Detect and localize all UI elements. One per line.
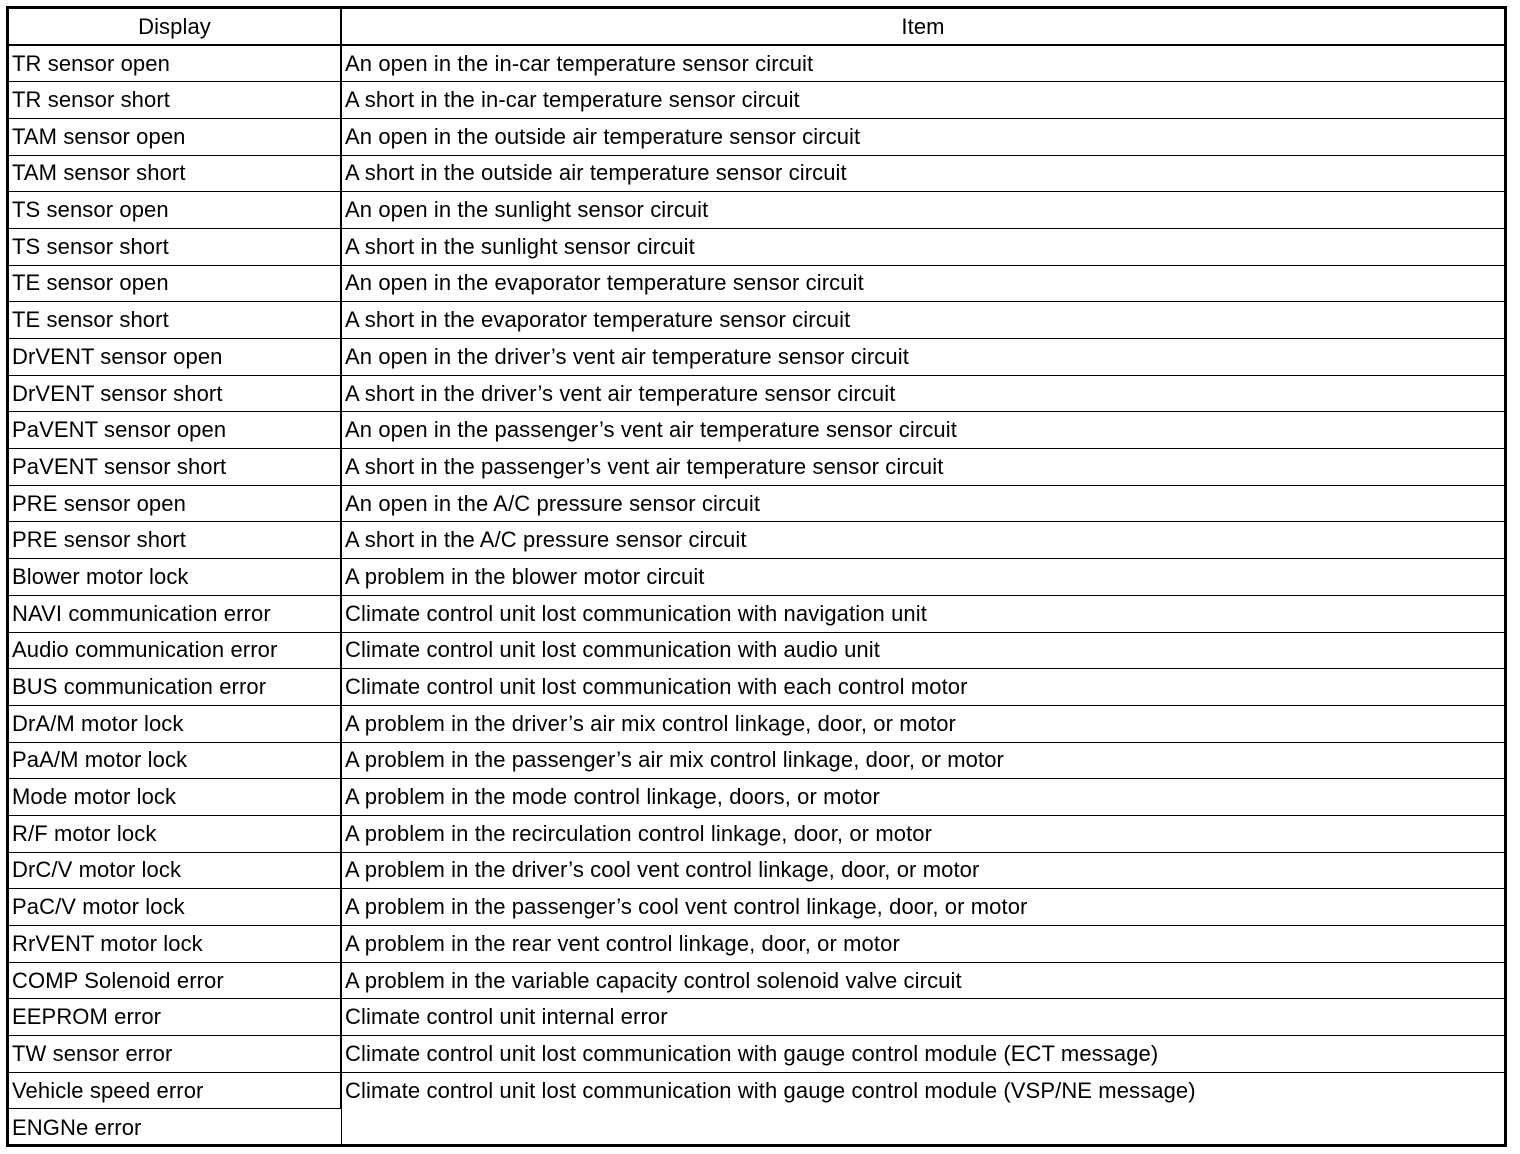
display-cell: EEPROM error — [9, 999, 341, 1036]
item-cell: A problem in the passenger’s cool vent control linkage, door, or motor — [341, 889, 1504, 926]
item-cell: Climate control unit lost communication with each control motor — [341, 669, 1504, 706]
display-cell: TS sensor short — [9, 228, 341, 265]
table-row — [9, 852, 1504, 889]
display-cell: NAVI communication error — [9, 595, 341, 632]
display-cell: PRE sensor open — [9, 485, 341, 522]
table-row — [9, 82, 1504, 119]
item-cell: An open in the sunlight sensor circuit — [341, 192, 1504, 229]
table-row — [9, 705, 1504, 742]
display-cell: PRE sensor short — [9, 522, 341, 559]
table-row — [9, 228, 1504, 265]
item-cell: A problem in the driver’s air mix control linkage, door, or motor — [341, 705, 1504, 742]
display-cell: TE sensor open — [9, 265, 341, 302]
table-row — [9, 118, 1504, 155]
item-cell: An open in the in-car temperature sensor circuit — [341, 45, 1504, 82]
item-cell: A short in the in-car temperature sensor circuit — [341, 82, 1504, 119]
table-row — [9, 889, 1504, 926]
item-cell: A problem in the blower motor circuit — [341, 559, 1504, 596]
display-cell: DrVENT sensor short — [9, 375, 341, 412]
table-row — [9, 962, 1504, 999]
item-cell: A short in the passenger’s vent air temperature sensor circuit — [341, 449, 1504, 486]
item-cell: Climate control unit lost communication with navigation unit — [341, 595, 1504, 632]
item-cell: A problem in the mode control linkage, doors, or motor — [341, 779, 1504, 816]
table-row — [9, 559, 1504, 596]
display-cell: TR sensor open — [9, 45, 341, 82]
display-cell: ENGNe error — [9, 1109, 341, 1146]
display-cell: RrVENT motor lock — [9, 926, 341, 963]
display-cell: PaA/M motor lock — [9, 742, 341, 779]
item-cell: A short in the driver’s vent air temperature sensor circuit — [341, 375, 1504, 412]
table-row — [9, 192, 1504, 229]
display-cell: TE sensor short — [9, 302, 341, 339]
display-cell: Blower motor lock — [9, 559, 341, 596]
display-cell: Audio communication error — [9, 632, 341, 669]
display-cell: PaVENT sensor short — [9, 449, 341, 486]
display-cell: DrVENT sensor open — [9, 339, 341, 376]
item-cell: Climate control unit lost communication with gauge control module (ECT message) — [341, 1036, 1504, 1073]
display-cell: TS sensor open — [9, 192, 341, 229]
display-cell: TW sensor error — [9, 1036, 341, 1073]
item-cell: A short in the sunlight sensor circuit — [341, 228, 1504, 265]
table-row — [9, 375, 1504, 412]
merged-item-cell: Climate control unit lost communication with gauge control module (VSP/NE message) — [341, 1072, 1504, 1145]
item-cell: A problem in the variable capacity control solenoid valve circuit — [341, 962, 1504, 999]
item-cell: Climate control unit internal error — [341, 999, 1504, 1036]
table-row — [9, 1036, 1504, 1073]
display-cell: Vehicle speed error — [9, 1072, 341, 1109]
item-cell: A short in the evaporator temperature sensor circuit — [341, 302, 1504, 339]
table-row — [9, 779, 1504, 816]
header-item: Item — [341, 9, 1504, 45]
item-cell: A short in the A/C pressure sensor circuit — [341, 522, 1504, 559]
display-cell: DrC/V motor lock — [9, 852, 341, 889]
table-row — [9, 742, 1504, 779]
table-header-row — [9, 9, 1504, 45]
display-cell: TR sensor short — [9, 82, 341, 119]
table-row — [9, 339, 1504, 376]
item-cell: Climate control unit lost communication with audio unit — [341, 632, 1504, 669]
display-cell: DrA/M motor lock — [9, 705, 341, 742]
table-row — [9, 302, 1504, 339]
header-display: Display — [9, 9, 341, 45]
display-cell: PaC/V motor lock — [9, 889, 341, 926]
table-row — [9, 632, 1504, 669]
table-row — [9, 595, 1504, 632]
item-cell: An open in the passenger’s vent air temperature sensor circuit — [341, 412, 1504, 449]
item-cell: A problem in the recirculation control linkage, door, or motor — [341, 815, 1504, 852]
error-code-table-frame — [6, 6, 1507, 1147]
table-row — [9, 926, 1504, 963]
display-cell: TAM sensor open — [9, 118, 341, 155]
item-cell: A short in the outside air temperature sensor circuit — [341, 155, 1504, 192]
table-row — [9, 449, 1504, 486]
item-cell: An open in the A/C pressure sensor circuit — [341, 485, 1504, 522]
table-row — [9, 155, 1504, 192]
item-cell: A problem in the driver’s cool vent control linkage, door, or motor — [341, 852, 1504, 889]
item-cell: An open in the outside air temperature sensor circuit — [341, 118, 1504, 155]
display-cell: PaVENT sensor open — [9, 412, 341, 449]
display-cell: R/F motor lock — [9, 815, 341, 852]
table-row — [9, 669, 1504, 706]
item-cell: An open in the evaporator temperature sensor circuit — [341, 265, 1504, 302]
table-row — [9, 412, 1504, 449]
item-cell: A problem in the passenger’s air mix control linkage, door, or motor — [341, 742, 1504, 779]
display-cell: Mode motor lock — [9, 779, 341, 816]
table-row — [9, 522, 1504, 559]
table-row — [9, 815, 1504, 852]
display-cell: COMP Solenoid error — [9, 962, 341, 999]
item-cell: An open in the driver’s vent air temperature sensor circuit — [341, 339, 1504, 376]
table-row — [9, 1072, 1504, 1109]
error-code-table — [9, 9, 1504, 1146]
display-cell: TAM sensor short — [9, 155, 341, 192]
table-row — [9, 265, 1504, 302]
item-cell: A problem in the rear vent control linkage, door, or motor — [341, 926, 1504, 963]
table-row — [9, 999, 1504, 1036]
table-row — [9, 45, 1504, 82]
table-body — [9, 45, 1504, 1146]
table-row — [9, 485, 1504, 522]
display-cell: BUS communication error — [9, 669, 341, 706]
